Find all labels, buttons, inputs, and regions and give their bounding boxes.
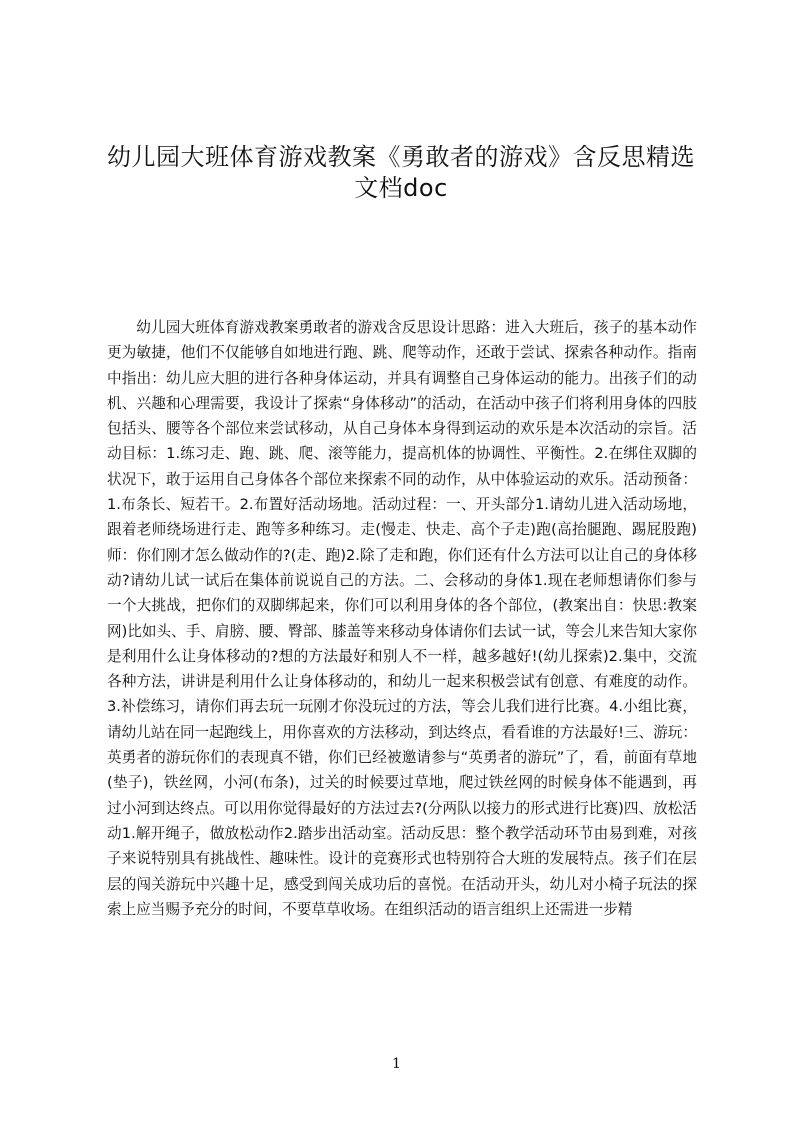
document-body-paragraph: 幼儿园大班体育游戏教案勇敢者的游戏含反思设计思路：进入大班后，孩子的基本动作更为敏捷，他们不仅能够自如地进行跑、跳、爬等动作，还敢于尝试、探索各种动作。指南中指出：幼儿应大胆的进行各种身体运动，并具有调整自己身体运动的能力。出孩子们的动机、兴趣和心理需要，我设计了探索“身体移动”的活动，在活动中孩子们将利用身体的四肢包括头、腰等各个部位来尝试移动，从自己身体本身得到运动的欢乐是本次活动的宗旨。活动目标：1.练习走、跑、跳、爬、滚等能力，提高机体的协调性、平衡性。2.在绑住双脚的状况下，敢于运用自己身体各个部位来探索不同的动作，从中体验运动的欢乐。活动预备：1.布条长、短若干。2.布置好活动场地。活动过程：一、开头部分1.请幼儿进入活动场地，跟着老师绕场进行走、跑等多种练习。走(慢走、快走、高个子走)跑(高抬腿跑、踢屁股跑)师：你们刚才怎么做动作的?(走、跑)2.除了走和跑，你们还有什么方法可以让自己的身体移动?请幼儿试一试后在集体前说说自己的方法。二、会移动的身体1.现在老师想请你们参与一个大挑战，把你们的双脚绑起来，你们可以利用身体的各个部位，(教案出自：快思:教案网)比如头、手、肩膀、腰、臀部、膝盖等来移动身体请你们去试一试，等会儿来告知大家你是利用什么让身体移动的?想的方法最好和别人不一样，越多越好!(幼儿探索)2.集中，交流各种方法，讲讲是利用什么让身体移动的，和幼儿一起来积极尝试有创意、有难度的动作。3.补偿练习，请你们再去玩一玩刚才你没玩过的方法，等会儿我们进行比赛。4.小组比赛，请幼儿站在同一起跑线上，用你喜欢的方法移动，到达终点，看看谁的方法最好!三、游玩：英勇者的游玩你们的表现真不错，你们已经被邀请参与“英勇者的游玩”了，看，前面有草地(垫子)，铁丝网，小河(布条)，过关的时候要过草地，爬过铁丝网的时候身体不能遇到，再过小河到达终点。可以用你觉得最好的方法过去?(分两队以接力的形式进行比赛)四、放松活动1.解开绳子，做放松动作2.踏步出活动室。活动反思：整个教学活动环节由易到难，对孩子来说特别具有挑战性、趣味性。设计的竞赛形式也特别符合大班的发展特点。孩子们在层层的闯关游玩中兴趣十足，感受到闯关成功后的喜悦。在活动开头，幼儿对小椅子玩法的探索上应当赐予充分的时间，不要草草收场。在组织活动的语言组织上还需进一步精 (107, 319, 697, 918)
document-title: 幼儿园大班体育游戏教案《勇敢者的游戏》含反思精选文档doc (107, 143, 695, 202)
page-number: 1 (392, 1056, 401, 1072)
